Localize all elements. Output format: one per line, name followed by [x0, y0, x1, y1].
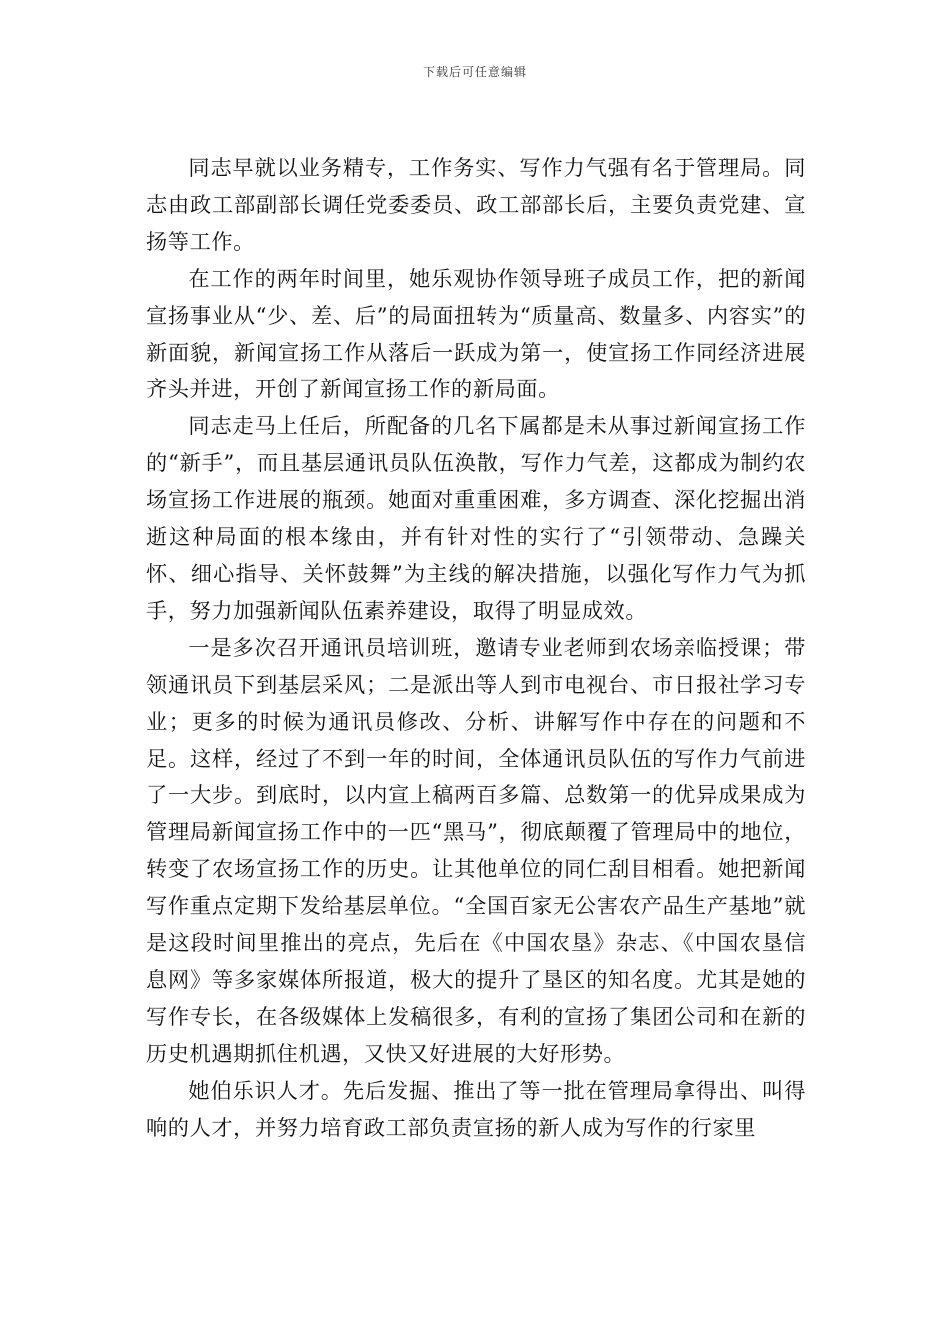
paragraph-4: 一是多次召开通讯员培训班，邀请专业老师到农场亲临授课；带领通讯员下到基层采风；二是派出等人到市电视台、市日报社学习专业；更多的时候为通讯员修改、分析、讲解写作中存在的问题和不足。这样，经过了不到一年的时间，全体通讯员队伍的写作力气前进了一大步。到底时，以内宣上稿两百多篇、总数第一的优异成果成为管理局新闻宣扬工作中的一匹“黑马”，彻底颠覆了管理局中的地位，转变了农场宣扬工作的历史。让其他单位的同仁刮目相看。她把新闻写作重点定期下发给基层单位。“全国百家无公害农产品生产基地”就是这段时间里推出的亮点，先后在《中国农垦》杂志、《中国农垦信息网》等多家媒体所报道，极大的提升了垦区的知名度。尤其是她的写作专长，在各级媒体上发稿很多，有利的宣扬了集团公司和在新的历史机遇期抓住机遇，又快又好进展的大好形势。: [146, 634, 806, 1066]
paragraph-2: 在工作的两年时间里，她乐观协作领导班子成员工作，把的新闻宣扬事业从“少、差、后”的局面扭转为“质量高、数量多、内容实”的新面貌，新闻宣扬工作从落后一跃成为第一，使宣扬工作同经济进展齐头并进，开创了新闻宣扬工作的新局面。: [146, 265, 806, 402]
paragraph-1: 同志早就以业务精专，工作务实、写作力气强有名于管理局。同志由政工部副部长调任党委委员、政工部部长后，主要负责党建、宣扬等工作。: [146, 155, 806, 254]
article-body: [146, 150, 806, 1146]
paragraph-3: 同志走马上任后，所配备的几名下属都是未从事过新闻宣扬工作的“新手”，而且基层通讯员队伍涣散，写作力气差，这都成为制约农场宣扬工作进展的瓶颈。她面对重重困难，多方调查、深化挖掘出消逝这种局面的根本缘由，并有针对性的实行了“引领带动、急躁关怀、细心指导、关怀鼓舞”为主线的解决措施，以强化写作力气为抓手，努力加强新闻队伍素养建设，取得了明显成效。: [146, 413, 806, 623]
paragraph-5: 她伯乐识人才。先后发掘、推出了等一批在管理局拿得出、叫得响的人才，并努力培育政工部负责宣扬的新人成为写作的行家里: [146, 1077, 806, 1140]
page-header-note: 下载后可任意编辑: [422, 65, 527, 79]
